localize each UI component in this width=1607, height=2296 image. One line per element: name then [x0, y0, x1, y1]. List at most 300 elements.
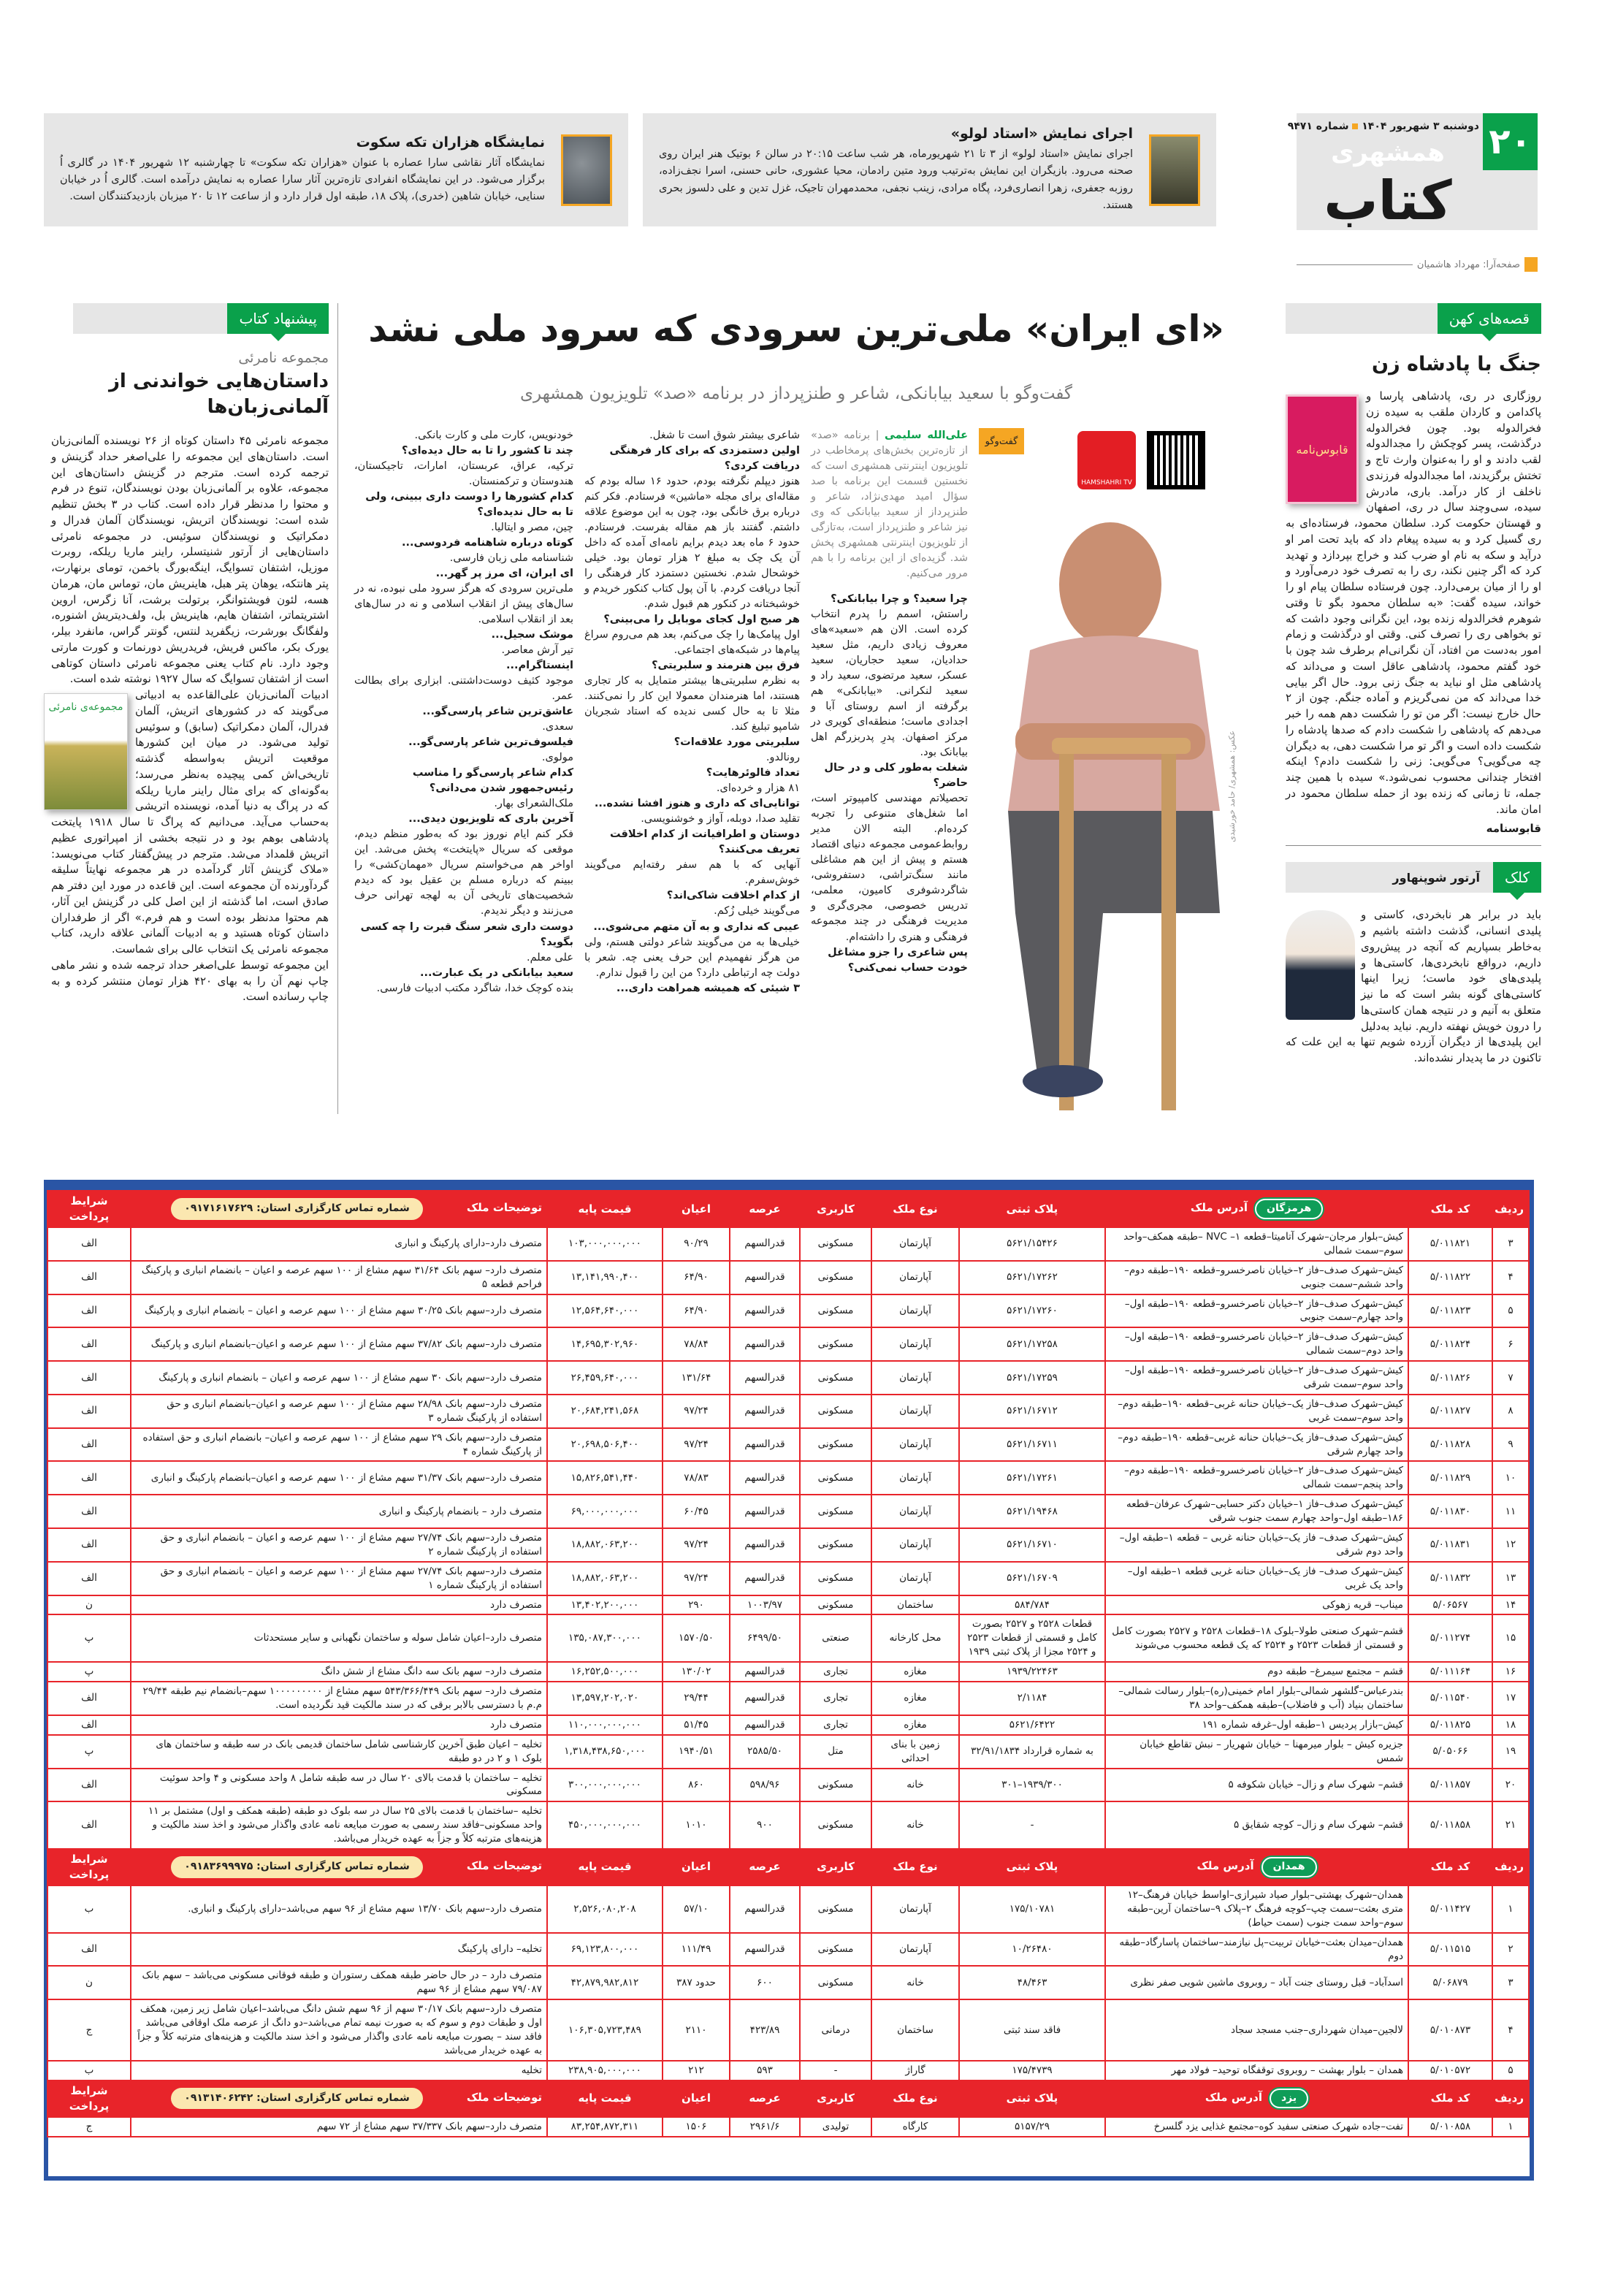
- question: اینستاگرام...: [505, 660, 573, 672]
- column-header: [800, 2080, 871, 2117]
- usage: مسکونی: [800, 1528, 871, 1562]
- row-number: ۲۰: [1492, 1769, 1529, 1802]
- payment-terms: پ: [47, 1662, 131, 1682]
- table-row: [47, 2061, 1529, 2080]
- usage: مسکونی: [800, 1495, 871, 1528]
- property-description: متصرف دارد–سهم بانک ۲۷/۷۴ سهم مشاع از ۱۰۰ سهم عرصه و اعیان – بانضمام انباری و حق استفاده از پارکینگ شماره ۱: [131, 1562, 547, 1595]
- table-row: [47, 1682, 1529, 1715]
- property-code: ۵/۰۱۱۵۴۰: [1408, 1682, 1492, 1715]
- building-area: ۶۰/۴۵: [663, 1495, 730, 1528]
- registration-plate: قطعات ۲۵۲۸ و ۲۵۲۷ بصورت کامل و قسمتی از قطعات ۲۵۲۳ و ۲۵۲۴ مجزا از پلاک ثبتی ۱۹۳۹: [959, 1614, 1105, 1662]
- column-header: [730, 1849, 800, 1885]
- column-header: [959, 2080, 1105, 2117]
- answer: علی معلم.: [527, 951, 573, 964]
- story-text: روزگاری در ری، پادشاهی پارسا و پاکدامن و کاردان ملقب به سیده زن فخرالدوله بود. چون فخرالدوله درگذشت، پسر کوچکش را مجدالدوله لقب دادند و او را به‌عنوان وارث تاج و تختش برگزیدند، اما مجدالدوله فرزندی ناخلف از کار درآمد. باری، مادرش سیده، سی‌وچند سال در ری، اصفهان و قهستان حکومت کرد. سلطان محمود، فرستاده‌ای به ری گسیل کرد و به سیده پیغام داد که باید تحت امر او درآید و سکه به نام او ضرب کند و خراج بپردازد و تهدید کرد که اگر چنین نکند، ری را به تصرف خود درمی‌آورد و او را از میان برمی‌دارد. چون فرستاده سلطان پیام او را خواند، سیده گفت: «به سلطان محمود بگو تا وقتی شوهرم فخرالدوله زنده بود، این نگرانی وجود داشت که تو بخواهی ری را تصرف کنی. وقتی او درگذشت و زمام امور به‌دست من افتاد، آن نگرانی‌ام برطرف شد چون با خود گفتم محمود، پادشاهی عاقل است و می‌داند که پادشاهی مثل او نباید به جنگ زنی برود. حال اگر بیایی خدا می‌داند که من نمی‌گریزم و آماده جنگم. چون از ۲ حال خارج نیست: اگر من تو را شکست دهم همه را خبر می‌دهم که پادشاهی را شکست دادم که صدها پادشاه را شکست داده است و اگر تو مرا شکست دهی، به دیگران چه می‌گویی؟ می‌گویی: زنی را شکست دادم؟ اینکه افتخار چندانی محسوب نمی‌شود.» سیده با همین چند جمله، تا زمانی که زنده بود از حمله سلطان محمود در امان ماند.: [1286, 389, 1541, 816]
- book-text: مجموعه نامرئی ۴۵ داستان کوتاه از ۲۶ نویسنده آلمانی‌زبان است. داستان‌های این مجموعه را علی‌اصغر حداد گزینش و ترجمه کرده است. مترجم در گزینش داستان‌های این مجموعه، علاوه بر آلمانی‌زبان بودن نویسندگان، تنوع در فرم و محتوا را مدنظر قرار داده است. کتاب در ۳ بخش تنظیم شده است: نویسندگان اتریش، نویسندگان آلمان فدرال و دمکراتیک و نویسندگان سوئیس. در مجموعه نامرئی داستان‌هایی از آرتور شنیتسلر، راینر ماریا ریلکه، روبرت موزیل، اشتفان تسوایگ، اینگه‌بورگ باخمن، تومای برنهارت، پتر هانتکه، یوهان پتر هبل، هاینریش مان، توماس مان، هرمان هسه، لئون فویشتوانگر، برتولت برشت، آنا زگرس، اروین اشتریتماتر، اشتفان هایم، هاینریش بل، ولف‌دیتریش اشنوره، ولفگانگ بورشرت، زیگفرید لنتس، گونتر گراس، مانفرد بیلر، یورک بکر، ماکس فریش، فریدریش دورنمات و کورت مارتی وجود دارد. نام کتاب یعنی مجموعه نامرئی داستان کوتاهی است از اشتفان تسوایگ که سال ۱۹۲۷ نوشته شده است.: [51, 434, 329, 686]
- answer: شاعری بیشتر شوق است تا شغل.: [649, 430, 800, 441]
- property-address: کیش–بلوار مرجان–شهرک آتامیتا–قطعه ۱– NVC –طبقه همکف–واحد سوم–سمت شمالی: [1105, 1227, 1408, 1261]
- land-area: ۴۲۳/۸۹: [730, 1999, 800, 2061]
- property-address: قشم–شهرک صنعتی طولا–بلوک ۱۸–قطعات ۲۵۲۸ و ۲۵۲۷ بصورت کامل و قسمتی از قطعات ۲۵۲۳ و ۲۵۲۴ که یک قطعه محسوب می‌شوند: [1105, 1614, 1408, 1662]
- column-header: [730, 1191, 800, 1227]
- registration-plate: ۵۶۲۱/۱۷۲۶۲: [959, 1261, 1105, 1294]
- table-row: [47, 1227, 1529, 1261]
- column-header: [131, 2080, 547, 2117]
- answer: اول پیامک‌ها را چک می‌کنم، بعد هم می‌روم سراغ پیام‌ها در شبکه‌های اجتماعی.: [584, 629, 800, 657]
- registration-plate: ۵۶۲۱/۱۶۷۱۱: [959, 1428, 1105, 1462]
- credit-marker: [1524, 257, 1538, 272]
- property-code: ۵/۰۱۱۸۲۱: [1408, 1227, 1492, 1261]
- row-number: ۷: [1492, 1361, 1529, 1395]
- column-header: [959, 1849, 1105, 1885]
- row-number: ۴: [1492, 1261, 1529, 1294]
- table-row: [47, 1428, 1529, 1462]
- registration-plate: ۱۷۵/۴۷۳۹: [959, 2061, 1105, 2080]
- column-label: اعیان: [682, 1202, 711, 1216]
- property-code: ۵/۰۱۱۸۲۳: [1408, 1294, 1492, 1328]
- quote-author: آرتور شوپنهاور: [1392, 870, 1480, 885]
- property-description: متصرف دارد–سهم بانک ۳۰/۲۵ سهم مشاع از ۱۰۰ سهم عرصه و اعیان – بانضمام انباری و پارکینگ: [131, 1294, 547, 1328]
- answer: می‌گویند خیلی زُکم.: [714, 905, 800, 918]
- row-number: ۴: [1492, 1999, 1529, 2061]
- answer: ترکیه، عراق، عربستان، امارات، تاجیکستان، هندوستان و ترکمنستان.: [354, 460, 573, 488]
- building-area: ۵۱/۴۵: [663, 1715, 730, 1735]
- contact-phone: شماره تماس کارگزاری استان: ۰۹۱۸۳۶۹۹۹۷۵: [171, 1856, 423, 1878]
- land-area: قدرالسهم: [730, 1933, 800, 1967]
- building-area: حدود ۳۸۷: [663, 1966, 730, 1999]
- property-code: ۵/۰۶۵۶۷: [1408, 1595, 1492, 1615]
- headline: «ای ایران» ملی‌ترین سرودی که سرود ملی نشد: [368, 308, 1224, 350]
- table-row: [47, 1461, 1529, 1495]
- column-header: [547, 2080, 663, 2117]
- banner-title: اجرای نمایش «استاد لولو»: [950, 126, 1133, 142]
- property-description: متصرف دارد–سهم بانک ۱۳/۷۰ سهم مشاع از ۹۶ سهم می‌باشد–دارای پارکینگ و انباری.: [131, 1885, 547, 1933]
- property-address: همدان – بلوار بهشت – روبروی توقفگاه توحید– فولاد مهر: [1105, 2061, 1408, 2080]
- property-type: آپارتمان: [871, 1885, 959, 1933]
- contact-phone: شماره تماس کارگزاری استان: ۰۹۱۳۱۴۰۶۲۴۲: [171, 2088, 423, 2110]
- property-type: آپارتمان: [871, 1461, 959, 1495]
- question: تعداد فالوئرهایت؟: [706, 767, 800, 779]
- interview-col-c: [354, 428, 573, 996]
- land-area: قدرالسهم: [730, 1261, 800, 1294]
- answer: موجود کثیف دوست‌داشتنی. ابزاری برای بطالت عمر.: [354, 675, 573, 703]
- payment-terms: الف: [47, 1562, 131, 1595]
- designer-credit: [1297, 257, 1538, 272]
- row-number: ۱۶: [1492, 1662, 1529, 1682]
- column-header: [800, 1849, 871, 1885]
- table-row: [47, 1885, 1529, 1933]
- land-area: ۹۰۰: [730, 1801, 800, 1849]
- column-header: [1492, 1191, 1529, 1227]
- usage: تجاری: [800, 1662, 871, 1682]
- property-address: کیش–شهرک صدف– فاز یک–خیابان حنانه غربی قطعه ۱–طبقه اول–واحد یک غربی: [1105, 1562, 1408, 1595]
- answer: آنهایی که با هم سفر رفته‌ایم می‌گویند خوش‌سفرم.: [584, 859, 800, 887]
- usage: متل: [800, 1735, 871, 1769]
- property-type: آپارتمان: [871, 1395, 959, 1428]
- payment-terms: الف: [47, 1801, 131, 1849]
- registration-plate: ۱۹۳۹/۳۰۰–۳۰۱: [959, 1769, 1105, 1802]
- property-address: کیش–شهرک صدف–فاز یک–خیابان حنانه غربی–قطعه ۱۹۰–طبقه دوم–واحد سوم–سمت غربی: [1105, 1395, 1408, 1428]
- property-address: کیش–شهرک صدف–فاز ۲–خیابان ناصرخسرو–قطعه ۱۹۰–طبقه اول–واحد چهارم–سمت جنوبی: [1105, 1294, 1408, 1328]
- column-header: [1105, 1191, 1408, 1227]
- property-address: کیش–شهرک صدف–فاز ۱–خیابان دکتر حسابی–شهرک عرفان–قطعه ۱۸۶–طبقه اول–واحد چهارم سمت جنوب شرقی: [1105, 1495, 1408, 1528]
- book-suggestion-column: [44, 303, 329, 1005]
- column-header: [1105, 1849, 1408, 1885]
- payment-terms: الف: [47, 1933, 131, 1967]
- property-description: متصرف دارد – در حال حاضر طبقه همکف رستوران و طبقه فوقانی مسکونی می‌باشد – سهم بانک ۷۹/۰۸۷ سهم مشاع از ۹۶ سهم: [131, 1966, 547, 1999]
- row-number: ۱۳: [1492, 1562, 1529, 1595]
- property-description: متصرف دارد–سهم بانک ۲۸/۹۸ سهم مشاع از ۱۰۰ سهم عرصه و اعیان–بانضمام انباری و حق استفاده از پارکینگ شماره ۳: [131, 1395, 547, 1428]
- question: ۳ شیئی که همیشه همراهت داری...: [616, 982, 800, 994]
- property-address: کیش–بازار پردیس ۱–طبقه اول–غرفه شماره ۱۹۱: [1105, 1715, 1408, 1735]
- property-description: متصرف دارد–دارای پارکینگ و انباری: [131, 1227, 547, 1261]
- book-title: داستان‌هایی خواندنی از آلمانی‌زبان‌ها: [108, 370, 329, 419]
- base-price: ۱۸,۸۸۲,۰۶۳,۲۰۰: [547, 1528, 663, 1562]
- land-area: قدرالسهم: [730, 1715, 800, 1735]
- question: عاشق‌ترین شاعر پارسی‌گو...: [422, 706, 573, 718]
- building-area: ۲۱۱۰: [663, 1999, 730, 2061]
- column-label: توضیحات ملک: [466, 1859, 542, 1873]
- province-badge: هرمزگان: [1255, 1199, 1323, 1219]
- property-code: ۵/۰۱۱۴۲۷: [1408, 1885, 1492, 1933]
- table-row: [47, 1495, 1529, 1528]
- question: عیبی که نداری و به آن متهم می‌شوی...: [593, 920, 800, 933]
- subheadline: گفت‌وگو با سعید بیابانکی، شاعر و طنزپرداز در برنامه «صد» تلویزیون همشهری: [520, 384, 1072, 403]
- registration-plate: به شماره قرارداد ۳۲/۹۱/۱۸۳۴: [959, 1735, 1105, 1769]
- column-label: پلاک ثبتی: [1006, 1202, 1058, 1216]
- answer: به نظرم سلبریتی‌ها بیشتر متمایل به کار تجاری هستند، اما هنرمندان معمولا این کار را نمی‌کنند. مثلا تا به حال کسی ندیده که استاد شجریان شامپو تبلیغ کند.: [584, 675, 800, 733]
- answer: شناسنامه ملی زبان فارسی.: [449, 552, 573, 565]
- usage: مسکونی: [800, 1361, 871, 1395]
- base-price: ۴۵۰,۰۰۰,۰۰۰,۰۰۰: [547, 1801, 663, 1849]
- question: سعید بیابانکی در یک عبارت...: [420, 966, 573, 979]
- property-description: متصرف دارد–سهم بانک ۳۰/۱۷ سهم از ۹۶ سهم شش دانگ می‌باشد–اعیان شامل زیر زمین، همکف اول و طبقات دوم و سوم که به صورت نیمه تمام می‌باشد–دو دانگ از عرصه ملک اوقافی می‌باشد فاقد سند – بصورت مبایعه نامه عادی واگذار می‌شود و اخذ سند مالکیت و هزینه‌های مترتبه کلاً و جزاً به عهده خریدار می‌باشد: [131, 1999, 547, 2061]
- interview-col-b: [584, 428, 800, 996]
- column-header: [1492, 2080, 1529, 2117]
- base-price: ۱۵,۸۲۶,۵۴۱,۴۴۰: [547, 1461, 663, 1495]
- payment-terms: پ: [47, 1614, 131, 1662]
- question: ای ایران، ای مرز پر گهر...: [435, 568, 573, 580]
- row-number: ۱: [1492, 2117, 1529, 2137]
- qa-list: [584, 443, 800, 996]
- land-area: ۲۵۸۵/۵۰: [730, 1735, 800, 1769]
- column-header: [131, 1849, 547, 1885]
- column-header: [663, 1191, 730, 1227]
- registration-plate: ۵۶۲۱/۱۷۲۵۹: [959, 1361, 1105, 1395]
- registration-plate: ۵۶۲۱/۱۹۴۶۸: [959, 1495, 1105, 1528]
- building-area: ۶۴/۹۰: [663, 1261, 730, 1294]
- answer: مولوی.: [541, 752, 573, 764]
- base-price: ۶۹,۱۲۳,۸۰۰,۰۰۰: [547, 1933, 663, 1967]
- usage: -: [800, 2061, 871, 2080]
- divider: [1297, 264, 1413, 265]
- land-area: قدرالسهم: [730, 1395, 800, 1428]
- base-price: ۱,۳۱۸,۴۳۸,۶۵۰,۰۰۰: [547, 1735, 663, 1769]
- table-row: [47, 1999, 1529, 2061]
- table-row: [47, 1395, 1529, 1428]
- column-label: عرصه: [749, 1202, 781, 1216]
- payment-terms: الف: [47, 1769, 131, 1802]
- base-price: ۱۰۳,۰۰۰,۰۰۰,۰۰۰: [547, 1227, 663, 1261]
- column-label: عرصه: [749, 2091, 781, 2105]
- column-label: کد ملک: [1430, 2091, 1470, 2105]
- land-area: قدرالسهم: [730, 1461, 800, 1495]
- land-area: قدرالسهم: [730, 1428, 800, 1462]
- row-number: ۱۰: [1492, 1461, 1529, 1495]
- building-area: ۸۶۰: [663, 1769, 730, 1802]
- payment-terms: ج: [47, 2117, 131, 2137]
- building-area: ۲۹/۴۴: [663, 1682, 730, 1715]
- question: سلبریتی مورد علاقه‌ات؟: [673, 736, 800, 749]
- property-address: همدان–میدان بعثت–خیابان تربیت–پل نیازمند–ساختمان پاسارگاد–طبقه دوم: [1105, 1933, 1408, 1967]
- building-area: ۲۱۲: [663, 2061, 730, 2080]
- question: چند تا کشور را تا به حال دیده‌ای؟: [401, 445, 573, 457]
- answer: ملی‌ترین سرودی که هرگز سرود ملی نبوده، نه در سال‌های پیش از انقلاب اسلامی و نه در سال‌های بعد از انقلاب اسلامی.: [354, 583, 573, 626]
- question: توانایی‌ای که داری و هنوز افشا نشده...: [594, 798, 800, 810]
- table-header-row: [47, 1191, 1529, 1227]
- property-address: تفت–جاده شهرک صنعتی سفید کوه–مجتمع غذایی یزد گلسرخ: [1105, 2117, 1408, 2137]
- payment-terms: ج: [47, 1999, 131, 2061]
- column-label: کاربری: [817, 2091, 855, 2105]
- column-label: ردیف: [1495, 1860, 1524, 1874]
- row-number: ۱۵: [1492, 1614, 1529, 1662]
- land-area: ۵۹۸/۹۶: [730, 1769, 800, 1802]
- column-label: آدرس ملک: [1205, 2090, 1262, 2104]
- photo-illustration: [972, 504, 1242, 1118]
- answer: تقلید صدا، دوبله، آواز و خوشنویسی.: [641, 813, 800, 825]
- usage: مسکونی: [800, 1885, 871, 1933]
- payment-terms: پ: [47, 1735, 131, 1769]
- registration-plate: ۵۶۲۱/۱۵۴۲۶: [959, 1227, 1105, 1261]
- tv-logo-text: HAMSHAHRI TV: [1081, 479, 1132, 487]
- qr-code[interactable]: [1147, 431, 1205, 489]
- book-text-3: این مجموعه توسط علی‌اصغر حداد ترجمه شده و نشر ماهی چاپ نهم آن را به بهای ۴۲۰ هزار تومان منتشر کرده و به چاپ رسانده است.: [51, 958, 329, 1004]
- property-description: متصرف دارد – بانضمام پارکینگ و انباری: [131, 1495, 547, 1528]
- base-price: ۱۳,۵۹۷,۲۰۲,۰۲۰: [547, 1682, 663, 1715]
- answer: فکر کنم ایام نوروز بود که به‌طور منظم دیدم، موقعی که سریال «پایتخت» پخش می‌شد. این اواخر هم می‌خواستم سریال «مهمان‌کشی» را ببینم که درباره مسلم بن عقیل بود که دیدم شخصیت‌های تاریخی آن به لهجه تهرانی حرف می‌زنند و دیگر ندیدم.: [354, 828, 573, 918]
- property-description: متصرف دارد–سهم بانک ۳۱/۳۷ سهم مشاع از ۱۰۰ سهم عرصه و اعیان–بانضمام پارکینگ و انباری: [131, 1461, 547, 1495]
- land-area: ۶۴۹۹/۵۰: [730, 1614, 800, 1662]
- property-code: ۵/۰۱۱۵۱۵: [1408, 1933, 1492, 1967]
- property-type: آپارتمان: [871, 1495, 959, 1528]
- registration-plate: ۱۰/۲۶۴۸۰: [959, 1933, 1105, 1967]
- property-address: همدان–شهرک بهشتی–بلوار صیاد شیرازی–اواسط خیابان فرهنگ–۱۲ متری بعثت–سمت چپ–کوچه فرهنگ ۲–پلاک ۹–ساختمان آرین–طبقه سوم–واحد سمت جنوب (سمت حیاط): [1105, 1885, 1408, 1933]
- usage: تولیدی: [800, 2117, 871, 2137]
- banner-exhibition[interactable]: [44, 113, 628, 226]
- payment-terms: الف: [47, 1327, 131, 1361]
- usage: تجاری: [800, 1715, 871, 1735]
- building-area: ۲۹۰: [663, 1595, 730, 1615]
- property-address: کیش–شهرک صدف–فاز ۲–خیابان ناصرخسرو–قطعه ۱۹۰–طبقه اول–واحد دوم–سمت شمالی: [1105, 1327, 1408, 1361]
- province-badge: یزد: [1270, 2089, 1308, 2109]
- property-type: آپارتمان: [871, 1562, 959, 1595]
- base-price: ۲۰,۶۸۴,۲۴۱,۵۶۸: [547, 1395, 663, 1428]
- payment-terms: ن: [47, 1966, 131, 1999]
- usage: مسکونی: [800, 1327, 871, 1361]
- qa-list: [354, 443, 573, 996]
- column-label: آدرس ملک: [1190, 1201, 1248, 1215]
- registration-plate: ۱۹۳۹/۲۲۴۶۳: [959, 1662, 1105, 1682]
- column-header: [1408, 1191, 1492, 1227]
- property-code: ۵/۰۱۱۸۵۷: [1408, 1769, 1492, 1802]
- base-price: ۱۳,۴۰۲,۲۰۰,۰۰۰: [547, 1595, 663, 1615]
- building-area: ۹۷/۲۴: [663, 1528, 730, 1562]
- answer: خودنویس، کارت ملی و کارت بانکی.: [414, 430, 573, 441]
- column-label: نوع ملک: [893, 1202, 938, 1216]
- column-header: [663, 1849, 730, 1885]
- building-area: ۹۷/۲۴: [663, 1395, 730, 1428]
- base-price: ۳۰۰,۰۰۰,۰۰۰,۰۰۰: [547, 1769, 663, 1802]
- question: فرق بین هنرمند و سلبریتی؟: [652, 660, 800, 672]
- payment-terms: الف: [47, 1495, 131, 1528]
- property-code: ۵/۰۱۱۲۷۴: [1408, 1614, 1492, 1662]
- land-area: قدرالسهم: [730, 1562, 800, 1595]
- property-code: ۵/۰۱۰۵۷۲: [1408, 2061, 1492, 2080]
- column-header: [1105, 2080, 1408, 2117]
- usage: صنعتی: [800, 1614, 871, 1662]
- payment-terms: الف: [47, 1461, 131, 1495]
- property-address: کیش–شهرک صدف–فاز یک–خیابان حنانه غربی–قطعه ۱۹۰–طبقه دوم–واحد چهارم شرقی: [1105, 1428, 1408, 1462]
- building-area: ۱۵۰۶: [663, 2117, 730, 2137]
- property-type: مغازه: [871, 1662, 959, 1682]
- question: کدام کشورها را دوست داری ببینی، ولی تا به حال ندیده‌ای؟: [365, 491, 573, 519]
- issue-date: [1287, 119, 1479, 134]
- table-row: [47, 1715, 1529, 1735]
- table-header-row: [47, 1849, 1529, 1885]
- land-area: قدرالسهم: [730, 1528, 800, 1562]
- usage: مسکونی: [800, 1562, 871, 1595]
- base-price: ۲,۵۲۶,۰۸۰,۲۰۸: [547, 1885, 663, 1933]
- column-label: توضیحات ملک: [466, 2090, 542, 2104]
- table-row: [47, 1361, 1529, 1395]
- section-title: کتاب: [1324, 169, 1452, 232]
- column-divider: [337, 303, 338, 1114]
- payment-terms: الف: [47, 1528, 131, 1562]
- column-header: [730, 2080, 800, 2117]
- building-area: ۷۸/۸۴: [663, 1327, 730, 1361]
- property-address: اسدآباد– قبل روستای جنت آباد – روبروی ماشین شویی صفر نظری: [1105, 1966, 1408, 1999]
- property-address: کیش–شهرک صدف– فاز یک–خیابان حنانه غربی – قطعه ۱–طبقه اول–واحد دوم شرقی: [1105, 1528, 1408, 1562]
- land-area: ۵۹۳: [730, 2061, 800, 2080]
- property-description: متصرف دارد–سهم بانک ۳۰ سهم مشاع از ۱۰۰ سهم عرصه و اعیان – بانضمام انباری و پارکینگ: [131, 1361, 547, 1395]
- book-cover-qabusnameh: [1286, 394, 1359, 504]
- kicker-label: پیشنهاد کتاب: [227, 303, 329, 334]
- property-code: ۵/۰۱۱۱۶۴: [1408, 1662, 1492, 1682]
- building-area: ۱۱۱/۴۹: [663, 1933, 730, 1967]
- base-price: ۲۰,۶۹۸,۵۰۶,۴۰۰: [547, 1428, 663, 1462]
- column-header: [959, 1191, 1105, 1227]
- kicker-label: قصه‌های کهن: [1438, 303, 1541, 334]
- question: آخرین باری که تلویزیون دیدی...: [408, 813, 573, 825]
- row-number: ۱۸: [1492, 1715, 1529, 1735]
- divider: [1286, 845, 1541, 846]
- property-type: آپارتمان: [871, 1327, 959, 1361]
- answer: خیلی‌ها به من می‌گویند شاعر دولتی هستم، ولی من هرگز نفهمیدم این حرف یعنی چه. شعر با دولت چه ارتباطی دارد؟ من این را قبول ندارم.: [584, 936, 800, 979]
- brand-logo: همشهری: [1331, 138, 1445, 167]
- column-label: کاربری: [817, 1860, 855, 1874]
- column-label: توضیحات ملک: [466, 1201, 542, 1215]
- property-address: کیش–شهرک صدف–فاز ۲–خیابان ناصرخسرو–قطعه ۱۹۰–طبقه دوم–واحد پنجم–سمت شمالی: [1105, 1461, 1408, 1495]
- property-table: [47, 1190, 1530, 2137]
- table-row: [47, 1595, 1529, 1615]
- usage: مسکونی: [800, 1395, 871, 1428]
- property-description: تخلیه – ساختمان با قدمت بالای ۲۰ سال در سه طبقه شامل ۸ واحد مسکونی و ۴ واحد سوئیت مسکونی: [131, 1769, 547, 1802]
- book-cover-title: مجموعه‌ی نامرئی: [48, 701, 123, 714]
- building-area: ۶۴/۹۰: [663, 1294, 730, 1328]
- property-description: متصرف دارد: [131, 1595, 547, 1615]
- property-type: آپارتمان: [871, 1528, 959, 1562]
- banner-theater[interactable]: [643, 113, 1216, 226]
- registration-plate: فاقد سند ثبتی: [959, 1999, 1105, 2061]
- land-area: قدرالسهم: [730, 1327, 800, 1361]
- usage: مسکونی: [800, 1769, 871, 1802]
- property-address: میناب– قریه زهوکی: [1105, 1595, 1408, 1615]
- usage: مسکونی: [800, 1966, 871, 1999]
- property-type: ساختمان: [871, 1595, 959, 1615]
- usage: مسکونی: [800, 1933, 871, 1967]
- land-area: قدرالسهم: [730, 1885, 800, 1933]
- property-description: متصرف دارد–اعیان شامل سوله و ساختمان نگهبانی و سایر مستحدثات: [131, 1614, 547, 1662]
- land-area: قدرالسهم: [730, 1227, 800, 1261]
- author: علی‌الله سلیمی: [884, 430, 968, 441]
- property-type: مغازه: [871, 1682, 959, 1715]
- property-type: آپارتمان: [871, 1361, 959, 1395]
- date: دوشنبه ۳ شهریور ۱۴۰۴: [1362, 121, 1479, 132]
- column-label: قیمت پایه: [578, 2091, 632, 2105]
- property-code: ۵/۰۵۰۶۶: [1408, 1735, 1492, 1769]
- property-address: قشم– شهرک سام و زال– خیابان شکوفه ۵: [1105, 1769, 1408, 1802]
- base-price: ۲۶,۴۵۹,۶۴۰,۰۰۰: [547, 1361, 663, 1395]
- column-label: اعیان: [682, 2091, 711, 2105]
- registration-plate: -: [959, 1801, 1105, 1849]
- property-code: ۵/۰۱۱۸۳۰: [1408, 1495, 1492, 1528]
- row-number: ۱۴: [1492, 1595, 1529, 1615]
- property-description: تخلیه– دارای پارکینگ: [131, 1933, 547, 1967]
- table-row: [47, 1801, 1529, 1849]
- property-type: محل کارخانه: [871, 1614, 959, 1662]
- kicker-bar: [73, 303, 329, 334]
- banner-title: نمایشگاه هزاران تکه سکوت: [356, 134, 545, 150]
- row-number: ۲: [1492, 1933, 1529, 1967]
- question: کوتاه درباره شاهنامه فردوسی...: [401, 537, 573, 549]
- usage: مسکونی: [800, 1261, 871, 1294]
- registration-plate: ۵۶۲۱/۱۷۲۶۰: [959, 1294, 1105, 1328]
- issue-number: شماره ۹۴۷۱: [1287, 121, 1349, 132]
- payment-terms: الف: [47, 1428, 131, 1462]
- land-area: قدرالسهم: [730, 1682, 800, 1715]
- property-address: لالجین–میدان شهرداری–جنب مسجد سجاد: [1105, 1999, 1408, 2061]
- building-area: ۹۷/۲۴: [663, 1428, 730, 1462]
- building-area: ۱۵۷۰/۵۰: [663, 1614, 730, 1662]
- property-type: آپارتمان: [871, 1261, 959, 1294]
- row-number: ۳: [1492, 1227, 1529, 1261]
- row-number: ۸: [1492, 1395, 1529, 1428]
- answer: ملک‌الشعرای بهار.: [494, 798, 573, 810]
- question: فیلسوف‌ترین شاعر پارسی‌گو...: [408, 736, 573, 749]
- base-price: ۱۴,۶۹۵,۳۰۲,۹۶۰: [547, 1327, 663, 1361]
- usage: تجاری: [800, 1682, 871, 1715]
- land-area: ۱۰۰۳/۹۷: [730, 1595, 800, 1615]
- registration-plate: ۵۶۲۱/۱۶۷۱۲: [959, 1395, 1105, 1428]
- property-type: آپارتمان: [871, 1227, 959, 1261]
- building-area: ۱۰۱۰: [663, 1801, 730, 1849]
- base-price: ۱۰۶,۳۰۵,۷۲۳,۴۸۹: [547, 1999, 663, 2061]
- property-type: آپارتمان: [871, 1428, 959, 1462]
- property-code: ۵/۰۱۱۸۳۱: [1408, 1528, 1492, 1562]
- portrait-schopenhauer: [1286, 910, 1355, 1020]
- table-row: [47, 1614, 1529, 1662]
- property-code: ۵/۰۱۱۸۳۲: [1408, 1562, 1492, 1595]
- property-description: تخلیه –ساختمان با قدمت بالای ۲۵ سال در سه بلوک دو طبقه (طبقه همکف و اول) مشتمل بر ۱۱ واحد مسکونی–فاقد سند رسمی به صورت مبایعه نامه عادی واگذار می‌شود و اخذ سند مالکیت و هزینه‌های مترتبه کلاً و جزاً به عهده خریدار می‌باشد.: [131, 1801, 547, 1849]
